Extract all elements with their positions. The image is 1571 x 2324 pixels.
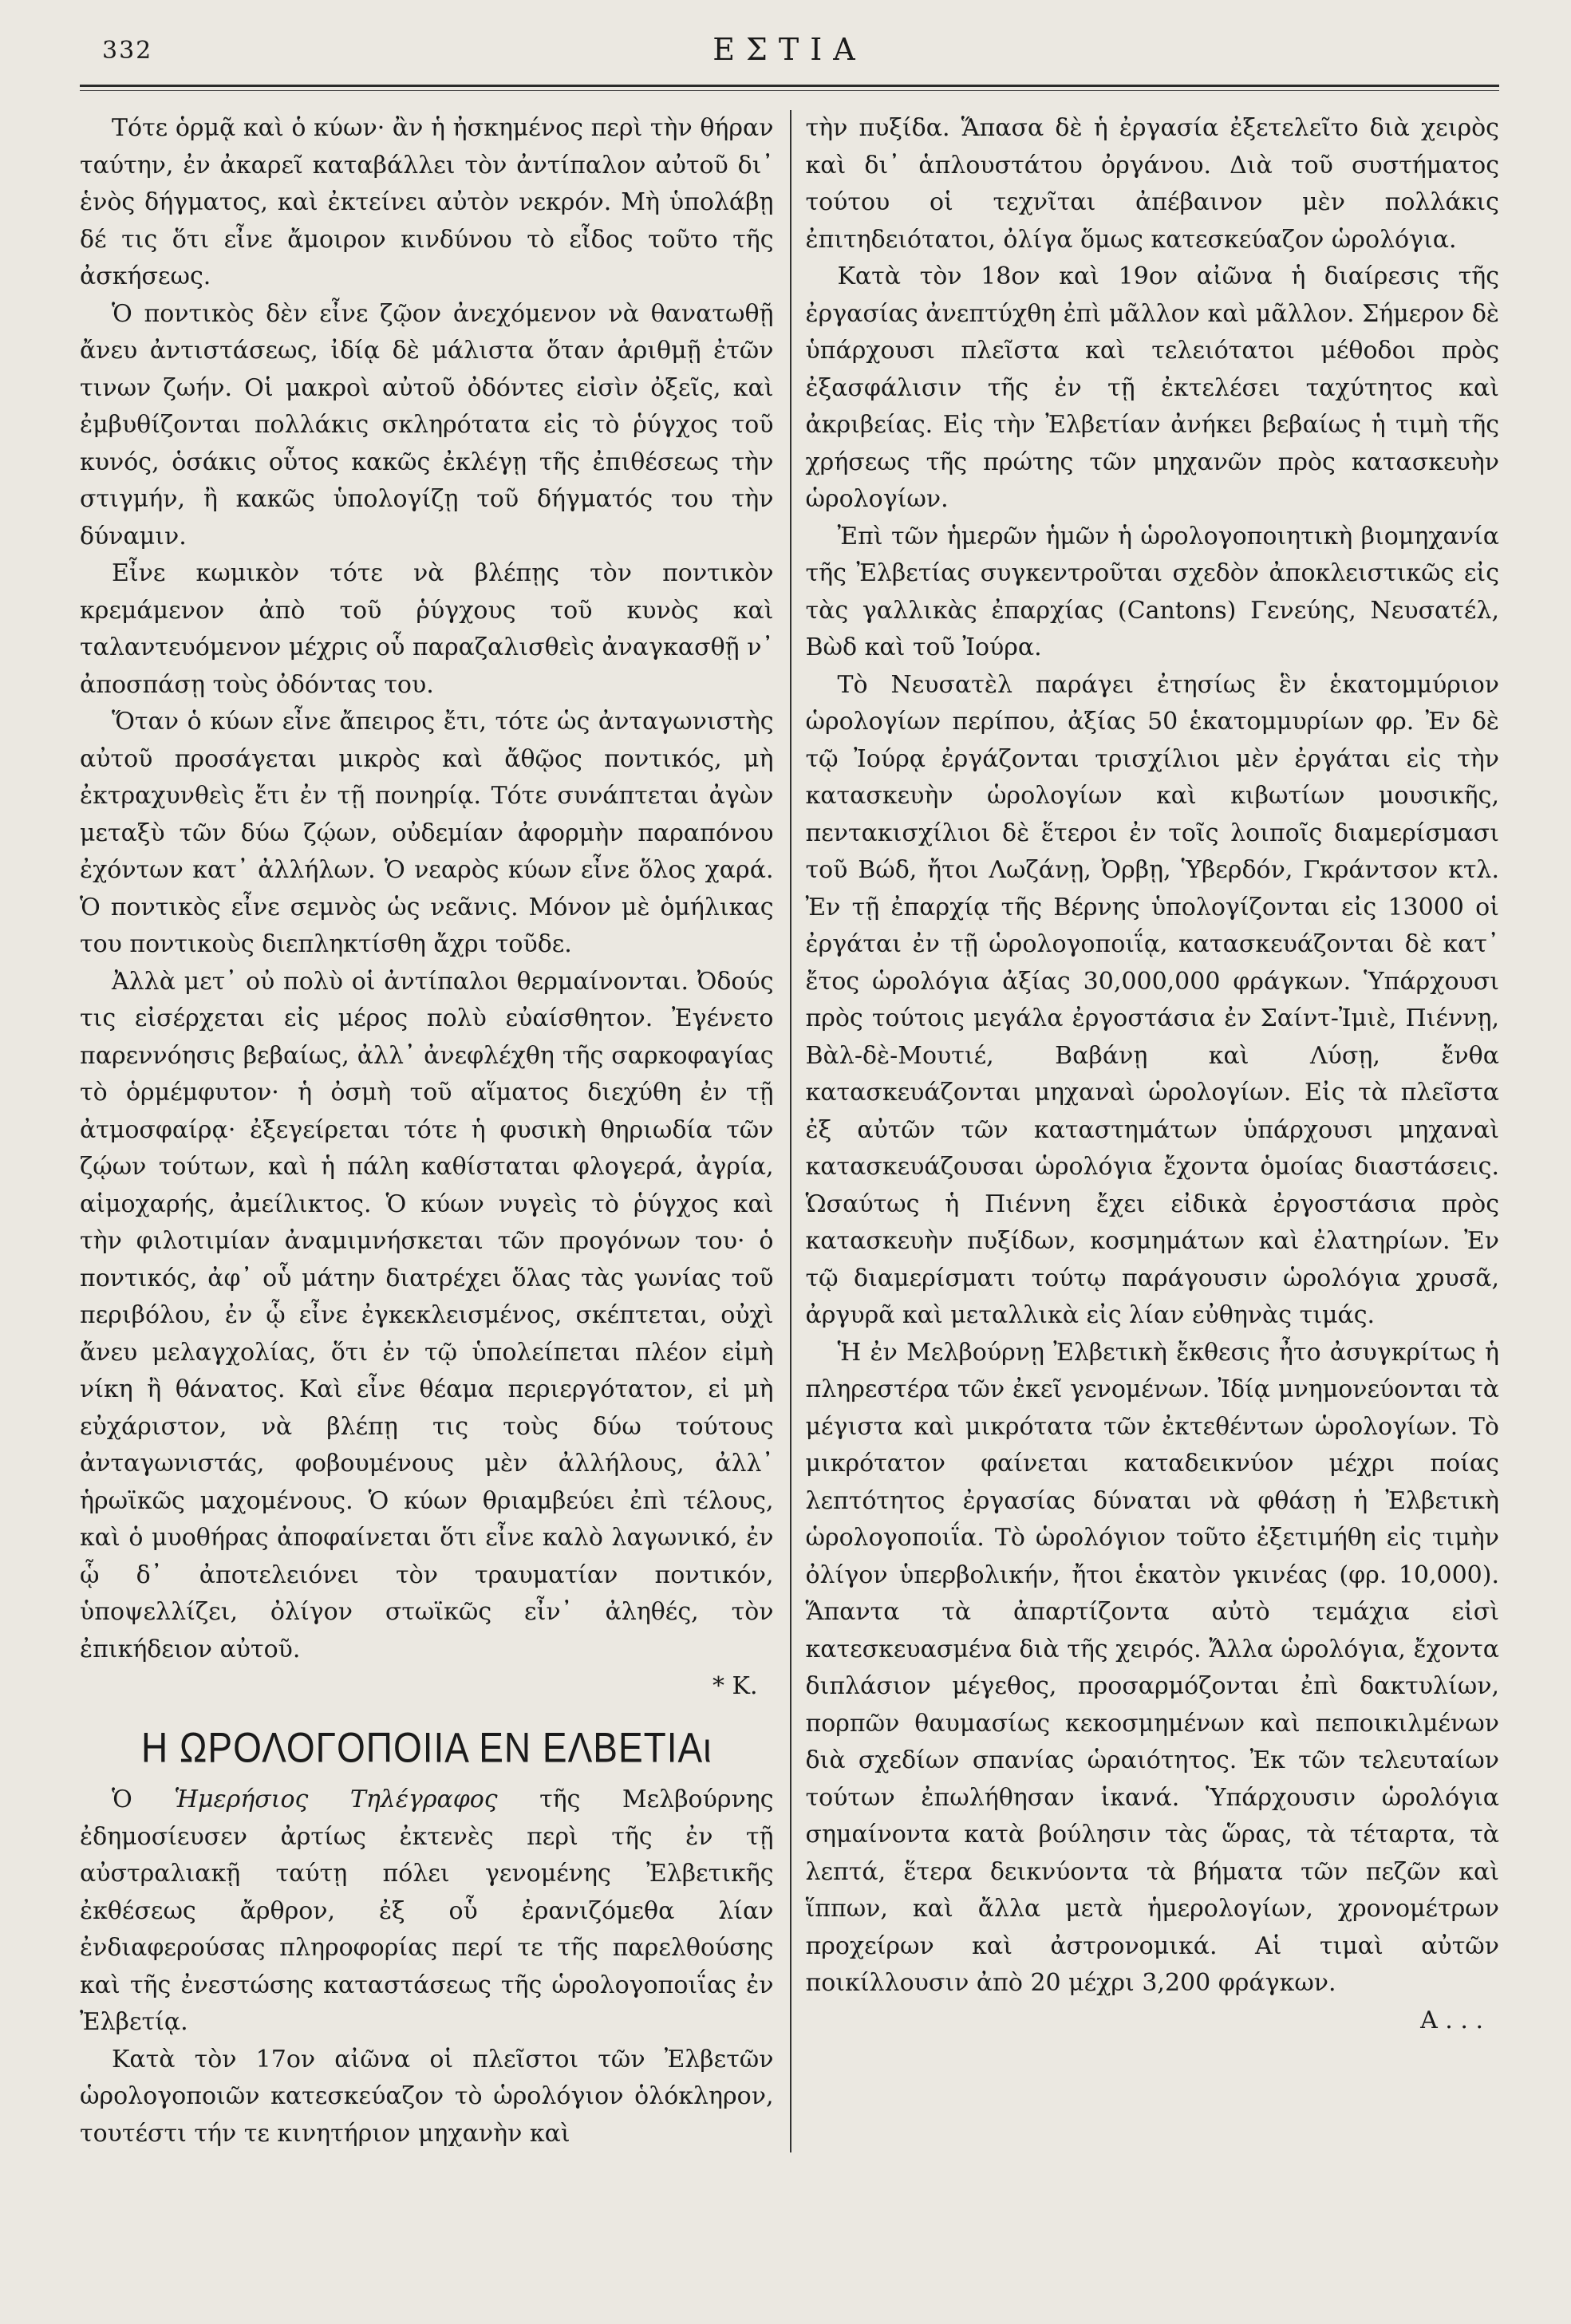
paragraph: Κατὰ τὸν 18ον καὶ 19ον αἰῶνα ἡ διαίρεσις τῆς ἐργασίας ἀνεπτύχθη ἐπὶ μᾶλλον καὶ μᾶλλον. Σήμερον δὲ ὑπάρχουσι πλεῖστα καὶ τελειότατοι μέθοδοι πρὸς ἐξασφάλισιν τῆς ἐν τῇ ἐκτελέσει ταχύτητος καὶ ἀκριβείας. Εἰς τὴν Ἐλβετίαν ἀνήκει βεβαίως ἡ τιμὴ τῆς χρήσεως τῆς πρώτης τῶν μηχανῶν πρὸς κατασκευὴν ὡρολογίων. bbox=[805, 262, 1499, 513]
paragraph: τὴν πυξίδα. Ἅπασα δὲ ἡ ἐργασία ἐξετελεῖτο διὰ χειρὸς καὶ δι᾽ ἁπλουστάτου ὀργάνου. Διὰ τοῦ συστήματος τούτου οἱ τεχνῖται ἀπέβαινον μὲν πολλάκις ἐπιτηδειότατοι, ὀλίγα ὅμως κατεσκεύαζον ὡρολόγια. bbox=[805, 114, 1499, 254]
article-signature: * Κ. bbox=[712, 1672, 758, 1700]
column-divider bbox=[790, 110, 791, 2152]
paragraph: Κατὰ τὸν 17ον αἰῶνα οἱ πλεῖστοι τῶν Ἐλβετῶν ὡρολογοποιῶν κατεσκεύαζον τὸ ὡρολόγιον ὁλόκληρον, τουτέστι τήν τε κινητήριον μηχανὴν καὶ bbox=[80, 2045, 774, 2148]
article-title: Η ΩΡΟΛΟΓΟΠΟΙΙΑ ΕΝ ΕΛΒΕΤΙΑι bbox=[141, 1723, 712, 1771]
intro-rest: τῆς Μελβούρνης ἐδημοσίευσεν ἀρτίως ἐκτενὲς περὶ τῆς ἐν τῇ αὐστραλιακῇ ταύτῃ πόλει γενομένης Ἐλβετικῆς ἐκθέσεως ἄρθρον, ἐξ οὗ ἐρανιζόμεθα λίαν ἐνδιαφερούσας πληροφορίας περί τε τῆς παρελθούσης καὶ τῆς ἐνεστώσης καταστάσεως τῆς ὡρολογοποιΐας ἐν Ἐλβετίᾳ. bbox=[80, 1785, 774, 2036]
paragraph: Ἐπὶ τῶν ἡμερῶν ἡμῶν ἡ ὡρολογοποιητικὴ βιομηχανία τῆς Ἐλβετίας συγκεντροῦται σχεδὸν ἀποκλειστικῶς εἰς τὰς γαλλικὰς ἐπαρχίας (Cantons) Γενεύης, Νευσατέλ, Βὼδ καὶ τοῦ Ἰούρα. bbox=[805, 522, 1499, 661]
article-signature: Α . . . bbox=[1420, 2006, 1483, 2034]
page-number: 332 bbox=[102, 37, 153, 65]
paragraph: Εἶνε κωμικὸν τότε νὰ βλέπῃς τὸν ποντικὸν κρεμάμενον ἀπὸ τοῦ ῥύγχους τοῦ κυνὸς καὶ ταλαντευόμενον μέχρις οὗ παραζαλισθεὶς ἀναγκασθῇ ν᾽ ἀποσπάσῃ τοὺς ὀδόντας του. bbox=[80, 559, 774, 699]
paragraph: Ὁ ποντικὸς δὲν εἶνε ζῷον ἀνεχόμενον νὰ θανατωθῇ ἄνευ ἀντιστάσεως, ἰδίᾳ δὲ μάλιστα ὅταν ἀριθμῇ ἐτῶν τινων ζωήν. Οἱ μακροὶ αὐτοῦ ὀδόντες εἰσὶν ὀξεῖς, καὶ ἐμβυθίζονται πολλάκις σκληρότατα εἰς τὸ ῥύγχος τοῦ κυνός, ὁσάκις οὗτος κακῶς ἐκλέγῃ τῆς ἐπιθέσεως τὴν στιγμήν, ἢ κακῶς ὑπολογίζῃ τοῦ δήγματός του τὴν δύναμιν. bbox=[80, 299, 774, 550]
paragraph: Ἀλλὰ μετ᾽ οὐ πολὺ οἱ ἀντίπαλοι θερμαίνονται. Ὀδούς τις εἰσέρχεται εἰς μέρος πολὺ εὐαίσθητον. Ἐγένετο παρεννόησις βεβαίως, ἀλλ᾽ ἀνεφλέχθη τῆς σαρκοφαγίας τὸ ὁρμέμφυτον· ἡ ὀσμὴ τοῦ αἵματος διεχύθη ἐν τῇ ἀτμοσφαίρᾳ· ἐξεγείρεται τότε ἡ φυσικὴ θηριωδία τῶν ζῴων τούτων, καὶ ἡ πάλη καθίσταται φλογερά, ἀγρία, αἱμοχαρής, ἀμείλικτος. Ὁ κύων νυγεὶς τὸ ῥύγχος καὶ τὴν φιλοτιμίαν ἀναμιμνήσκεται τῶν προγόνων του· ὁ ποντικός, ἀφ᾽ οὗ μάτην διατρέχει ὅλας τὰς γωνίας τοῦ περιβόλου, ἐν ᾧ εἶνε ἐγκεκλεισμένος, σκέπτεται, οὐχὶ ἄνευ μελαγχολίας, ὅτι ἐν τῷ ὑπολείπεται πλέον εἰμὴ νίκη ἢ θάνατος. Καὶ εἶνε θέαμα περιεργότατον, εἰ μὴ εὐχάριστον, νὰ βλέπῃ τις τοὺς δύω τούτους ἀνταγωνιστάς, φοβουμένους μὲν ἀλλήλους, ἀλλ᾽ ἡρωϊκῶς μαχομένους. Ὁ κύων θριαμβεύει ἐπὶ τέλους, καὶ ὁ μυοθήρας ἀποφαίνεται ὅτι εἶνε καλὸ λαγωνικό, ἐν ᾧ δ᾽ ἀποτελειόνει τὸν τραυματίαν ποντικόν, ὑποψελλίζει, ὀλίγον στωϊκῶς εἶν᾽ ἀληθές, τὸν ἐπικήδειον αὐτοῦ. bbox=[80, 967, 774, 1663]
paragraph: Τότε ὁρμᾷ καὶ ὁ κύων· ἂν ἡ ἠσκημένος περὶ τὴν θήραν ταύτην, ἐν ἀκαρεῖ καταβάλλει τὸν ἀντίπαλον αὐτοῦ δι᾽ ἑνὸς δήγματος, καὶ ἐκτείνει αὐτὸν νεκρόν. Μὴ ὑπολάβῃ δέ τις ὅτι εἶνε ἄμοιρον κινδύνου τὸ εἶδος τοῦτο τῆς ἀσκήσεως. bbox=[80, 114, 774, 290]
paragraph: Ἡ ἐν Μελβούρνῃ Ἐλβετικὴ ἔκθεσις ἦτο ἀσυγκρίτως ἡ πληρεστέρα τῶν ἐκεῖ γενομένων. Ἰδίᾳ μνημονεύονται τὰ μέγιστα καὶ μικρότατα τῶν ἐκτεθέντων ὡρολογίων. Τὸ μικρότατον φαίνεται καταδεικνύον μέχρι ποίας λεπτότητος ἐργασίας δύναται νὰ φθάσῃ ἡ Ἐλβετικὴ ὡρολογοποιΐα. Τὸ ὡρολόγιον τοῦτο ἐξετιμήθη εἰς τιμὴν ὀλίγον ὑπερβολικήν, ἤτοι ἑκατὸν γκινέας (φρ. 10,000). Ἅπαντα τὰ ἀπαρτίζοντα αὐτὸ τεμάχια εἰσὶ κατεσκευασμένα διὰ τῆς χειρός. Ἄλλα ὡρολόγια, ἔχοντα διπλάσιον μέγεθος, προσαρμόζονται ἐπὶ δακτυλίων, πορπῶν θαυμασίως κεκοσμημένων καὶ πεποικιλμένων διὰ σχεδίων σπανίας ὡραιότητος. Ἐκ τῶν τελευταίων τούτων ἐπωλήθησαν ἱκανά. Ὑπάρχουσιν ὡρολόγια σημαίνοντα κατὰ βούλησιν τὰς ὥρας, τὰ τέταρτα, τὰ λεπτά, ἕτερα δεικνύοντα τὰ βήματα τῶν πεζῶν καὶ ἵππων, καὶ ἄλλα μετὰ ἡμερολογίων, χρονομέτρων προχείρων καὶ ἀστρονομικά. Αἱ τιμαὶ αὐτῶν ποικίλλουσιν ἀπὸ 20 μέχρι 3,200 φράγκων. bbox=[805, 1338, 1499, 1997]
paragraph: Τὸ Νευσατὲλ παράγει ἐτησίως ἓν ἑκατομμύριον ὡρολογίων περίπου, ἀξίας 50 ἑκατομμυρίων φρ. Ἐν δὲ τῷ Ἰούρᾳ ἐργάζονται τρισχίλιοι μὲν ἐργάται εἰς τὴν κατασκευὴν ὡρολογίων καὶ κιβωτίων μουσικῆς, πεντακισχίλιοι δὲ ἕτεροι ἐν τοῖς λοιποῖς διαμερίσμασι τοῦ Βώδ, ἤτοι Λωζάνῃ, Ὀρβῃ, Ὑβερδόν, Γκράντσον κτλ. Ἐν τῇ ἐπαρχίᾳ τῆς Βέρνης ὑπολογίζονται εἰς 13000 οἱ ἐργάται ἐν τῇ ὡρολογοποιΐᾳ, κατασκευάζονται δὲ κατ᾽ ἔτος ὡρολόγια ἀξίας 30,000,000 φράγκων. Ὑπάρχουσι πρὸς τούτοις μεγάλα ἐργοστάσια ἐν Σαίντ-Ἰμιὲ, Πιέννῃ, Βὰλ-δὲ-Μουτιέ, Βαβάνῃ καὶ Λύσῃ, ἔνθα κατασκευάζονται μηχαναὶ ὡρολογίων. Εἰς τὰ πλεῖστα ἐξ αὐτῶν τῶν καταστημάτων ὑπάρχουσι μηχαναὶ κατασκευάζουσαι ὡρολόγια ἔχοντα ὁμοίας διαστάσεις. Ὡσαύτως ἡ Πιέννη ἔχει εἰδικὰ ἐργοστάσια πρὸς κατασκευὴν πυξίδων, κοσμημάτων καὶ ἐλατηρίων. Ἐν τῷ διαμερίσματι τούτῳ παράγουσιν ὡρολόγια χρυσᾶ, ἀργυρᾶ καὶ μεταλλικὰ εἰς λίαν εὐθηνὰς τιμάς. bbox=[805, 670, 1499, 1329]
right-column bbox=[806, 110, 1500, 2152]
header-rule-thin bbox=[80, 90, 1499, 91]
intro-prefix: Ὁ bbox=[112, 1785, 175, 1813]
paragraph: Ὅταν ὁ κύων εἶνε ἄπειρος ἔτι, τότε ὡς ἀνταγωνιστὴς αὐτοῦ προσάγεται μικρὸς καὶ ἄθῷος ποντικός, μὴ ἐκτραχυνθεὶς ἔτι ἐν τῇ πονηρίᾳ. Τότε συνάπτεται ἀγὼν μεταξὺ τῶν δύω ζῴων, οὐδεμίαν ἀφορμὴν παραπόνου ἐχόντων κατ᾽ ἀλλήλων. Ὁ νεαρὸς κύων εἶνε ὅλος χαρά. Ὁ ποντικὸς εἶνε σεμνὸς ὡς νεᾶνις. Μόνον μὲ ὁμήλικας του ποντικοὺς διεπληκτίσθη ἄχρι τοῦδε. bbox=[80, 708, 774, 958]
left-column bbox=[80, 110, 774, 2152]
masthead-title: ΕΣΤΙΑ bbox=[712, 32, 866, 67]
newspaper-name: Ἡμερήσιος Τηλέγραφος bbox=[174, 1785, 498, 1813]
header-rule bbox=[80, 85, 1499, 87]
text-columns bbox=[80, 110, 1499, 2152]
paragraph bbox=[80, 1781, 774, 2042]
page-header bbox=[80, 32, 1499, 80]
